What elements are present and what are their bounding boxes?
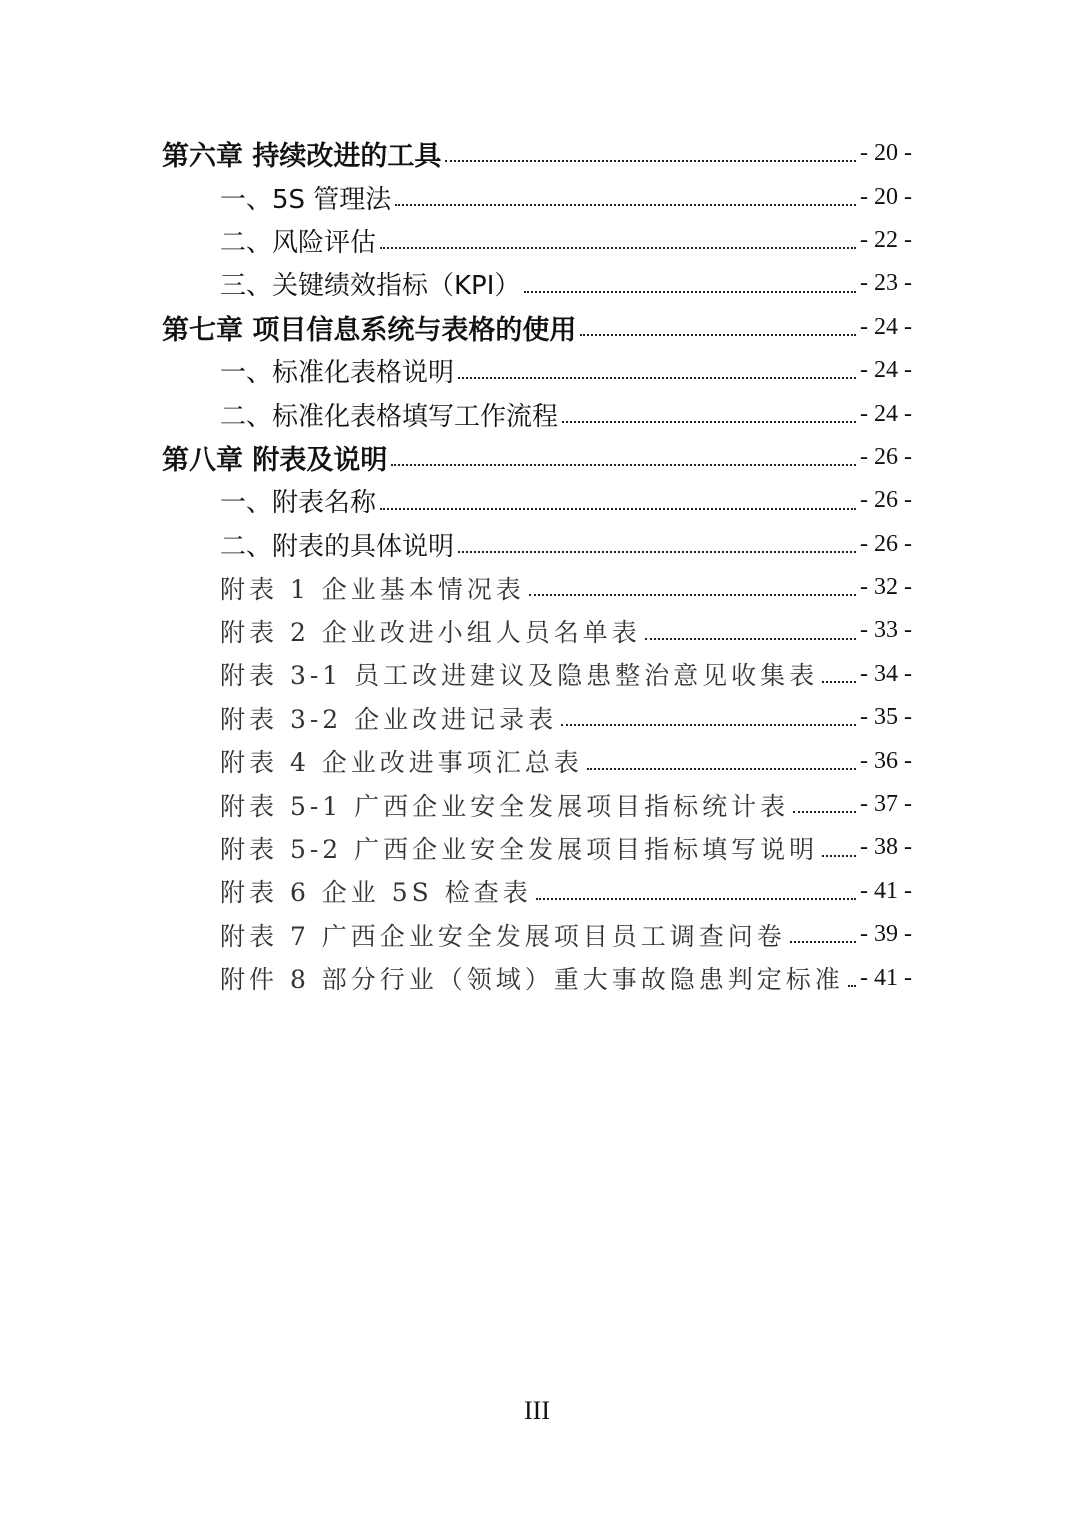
dot-leader — [822, 854, 856, 857]
dot-leader — [561, 723, 856, 726]
dot-leader — [562, 420, 856, 423]
dot-leader — [380, 246, 856, 249]
toc-entry-section[interactable] — [0, 349, 1074, 392]
toc-entry-page: - 24 - — [860, 400, 912, 427]
toc-entry-title: 附表 3-2 企业改进记录表 — [220, 704, 558, 734]
dot-leader — [524, 290, 856, 293]
page-number: III — [524, 1396, 550, 1425]
toc-entry-appendix[interactable] — [0, 609, 1074, 652]
dot-leader — [529, 593, 856, 596]
toc-entry-page: - 38 - — [860, 834, 912, 861]
toc-entry-page: - 26 - — [860, 443, 912, 470]
toc-entry-appendix[interactable] — [0, 956, 1074, 999]
toc-entry-chapter[interactable] — [0, 306, 1074, 349]
toc-entry-title: 附表 2 企业改进小组人员名单表 — [220, 617, 641, 647]
toc-entry-appendix[interactable] — [0, 783, 1074, 826]
toc-entry-title: 二、附表的具体说明 — [220, 531, 455, 562]
dot-leader — [380, 507, 856, 510]
toc-entry-section[interactable] — [0, 175, 1074, 218]
dot-leader — [445, 159, 856, 162]
toc-entry-title: 附表 6 企业 5S 检查表 — [220, 878, 532, 908]
dot-leader — [790, 940, 856, 943]
toc-entry-page: - 35 - — [860, 704, 912, 731]
dot-leader — [458, 550, 856, 553]
toc-entry-title: 一、标准化表格说明 — [220, 358, 455, 389]
toc-entry-page: - 22 - — [860, 226, 912, 253]
toc-entry-title: 二、风险评估 — [220, 227, 377, 258]
toc-entry-title: 三、关键绩效指标（KPI） — [220, 271, 521, 302]
toc-entry-section[interactable] — [0, 262, 1074, 305]
toc-entry-page: - 24 - — [860, 357, 912, 384]
toc-entry-title: 第七章 项目信息系统与表格的使用 — [162, 314, 577, 346]
toc-entry-title: 附表 1 企业基本情况表 — [220, 574, 525, 604]
toc-entry-page: - 34 - — [860, 660, 912, 687]
toc-entry-page: - 23 - — [860, 270, 912, 297]
toc-entry-section[interactable] — [0, 523, 1074, 566]
toc-entry-page: - 36 - — [860, 747, 912, 774]
toc-entry-chapter[interactable] — [0, 132, 1074, 175]
toc-entry-title: 附表 7 广西企业安全发展项目员工调查问卷 — [220, 921, 786, 951]
toc-entry-chapter[interactable] — [0, 436, 1074, 479]
dot-leader — [793, 810, 856, 813]
toc-entry-title: 第六章 持续改进的工具 — [162, 141, 442, 173]
toc-entry-section[interactable] — [0, 479, 1074, 522]
dot-leader — [580, 333, 856, 336]
dot-leader — [848, 984, 856, 987]
table-of-contents — [0, 132, 1074, 1000]
toc-entry-title: 一、附表名称 — [220, 488, 377, 519]
toc-entry-title: 附件 8 部分行业（领域）重大事故隐患判定标准 — [220, 965, 844, 995]
toc-entry-appendix[interactable] — [0, 913, 1074, 956]
toc-entry-title: 一、5S 管理法 — [220, 184, 392, 215]
dot-leader — [536, 897, 856, 900]
toc-entry-appendix[interactable] — [0, 870, 1074, 913]
dot-leader — [458, 376, 856, 379]
toc-entry-title: 附表 3-1 员工改进建议及隐患整治意见收集表 — [220, 661, 819, 691]
toc-entry-page: - 24 - — [860, 313, 912, 340]
toc-entry-page: - 41 - — [860, 877, 912, 904]
dot-leader — [822, 680, 856, 683]
toc-entry-title: 附表 5-2 广西企业安全发展项目指标填写说明 — [220, 834, 819, 864]
toc-entry-page: - 37 - — [860, 791, 912, 818]
toc-entry-page: - 20 - — [860, 183, 912, 210]
toc-entry-section[interactable] — [0, 219, 1074, 262]
toc-entry-title: 附表 4 企业改进事项汇总表 — [220, 748, 583, 778]
toc-entry-section[interactable] — [0, 392, 1074, 435]
toc-entry-page: - 20 - — [860, 140, 912, 167]
toc-entry-page: - 33 - — [860, 617, 912, 644]
toc-entry-appendix[interactable] — [0, 653, 1074, 696]
toc-entry-appendix[interactable] — [0, 566, 1074, 609]
toc-entry-appendix[interactable] — [0, 826, 1074, 869]
dot-leader — [395, 203, 856, 206]
dot-leader — [587, 767, 856, 770]
toc-entry-title: 附表 5-1 广西企业安全发展项目指标统计表 — [220, 791, 790, 821]
toc-entry-page: - 39 - — [860, 921, 912, 948]
toc-entry-appendix[interactable] — [0, 696, 1074, 739]
dot-leader — [391, 463, 856, 466]
toc-entry-title: 二、标准化表格填写工作流程 — [220, 401, 559, 432]
toc-entry-appendix[interactable] — [0, 739, 1074, 782]
toc-entry-page: - 26 - — [860, 487, 912, 514]
toc-entry-page: - 26 - — [860, 530, 912, 557]
dot-leader — [645, 637, 856, 640]
toc-entry-page: - 32 - — [860, 574, 912, 601]
toc-entry-title: 第八章 附表及说明 — [162, 444, 388, 476]
toc-entry-page: - 41 - — [860, 964, 912, 991]
